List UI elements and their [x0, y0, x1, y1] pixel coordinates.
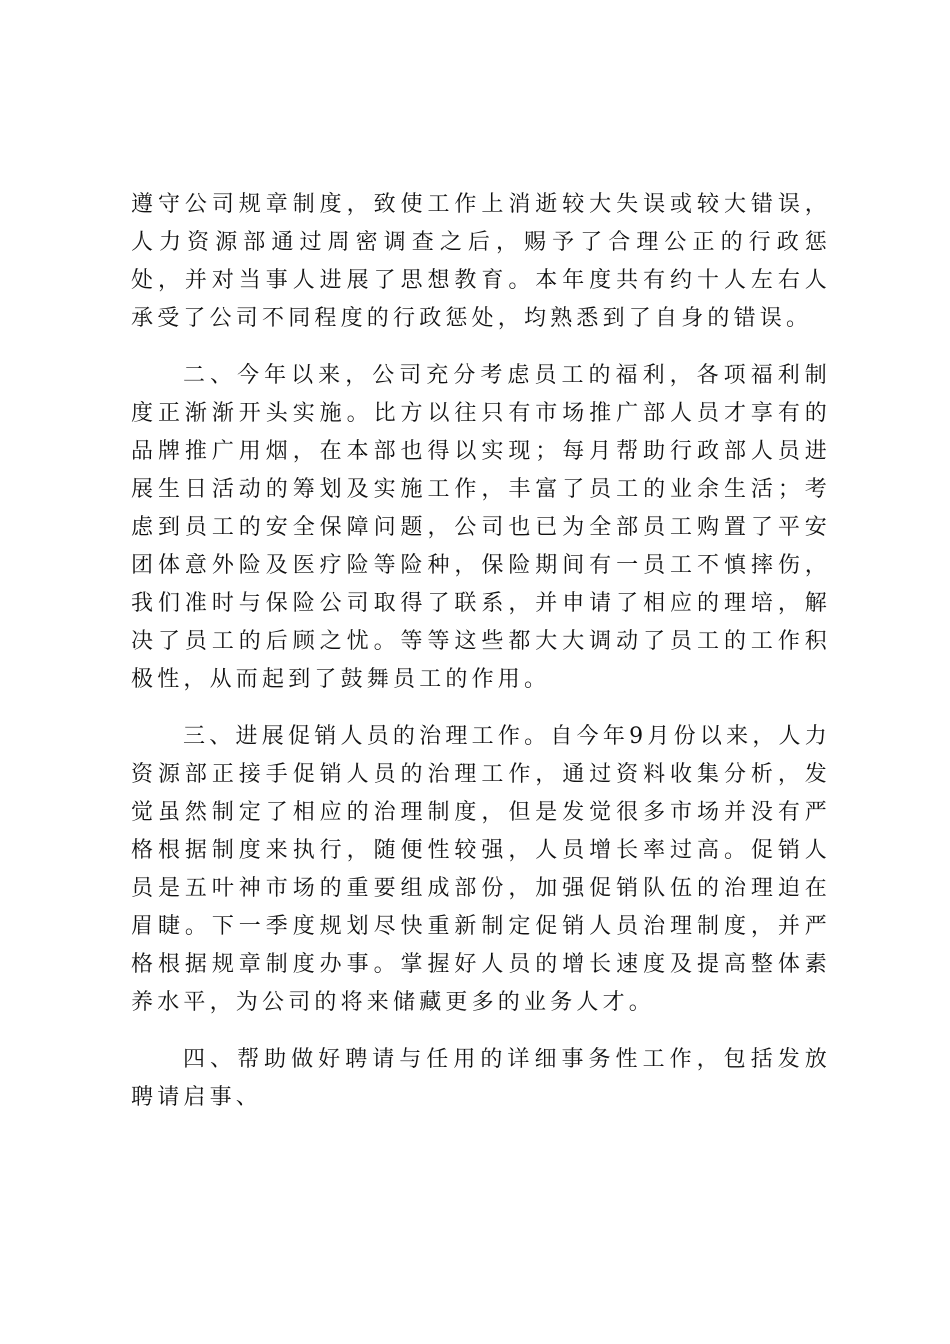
- paragraph-continued-discipline: 遵守公司规章制度，致使工作上消逝较大失误或较大错误，人力资源部通过周密调查之后，赐予了合理公正的行政惩处，并对当事人进展了思想教育。本年度共有约十人左右人承受了公司不同程度的行政惩处，均熟悉到了自身的错误。: [131, 192, 831, 331]
- document-body: [131, 186, 831, 1117]
- paragraph-gap: [131, 338, 831, 357]
- paragraph-promoter-management: 三、进展促销人员的治理工作。自今年9月份以来，人力资源部正接手促销人员的治理工作，通过资料收集分析，发觉虽然制定了相应的治理制度，但是发觉很多市场并没有严格根据制度来执行，随便性较强，人员增长率过高。促销人员是五叶神市场的重要组成部份，加强促销队伍的治理迫在眉睫。下一季度规划尽快重新制定促销人员治理制度，并严格根据规章制度办事。掌握好人员的增长速度及提高整体素养水平，为公司的将来储藏更多的业务人才。: [131, 724, 831, 1015]
- paragraph-recruitment: 四、帮助做好聘请与任用的详细事务性工作，包括发放聘请启事、: [131, 1047, 831, 1110]
- paragraph-gap: [131, 1022, 831, 1041]
- paragraph-gap: [131, 699, 831, 718]
- paragraph-employee-welfare: 二、今年以来，公司充分考虑员工的福利，各项福利制度正渐渐开头实施。比方以往只有市场推广部人员才享有的品牌推广用烟，在本部也得以实现；每月帮助行政部人员进展生日活动的筹划及实施工作，丰富了员工的业余生活；考虑到员工的安全保障问题，公司也已为全部员工购置了平安团体意外险及医疗险等险种，保险期间有一员工不慎摔伤，我们准时与保险公司取得了联系，并申请了相应的理培，解决了员工的后顾之忧。等等这些都大大调动了员工的工作积极性，从而起到了鼓舞员工的作用。: [131, 363, 831, 692]
